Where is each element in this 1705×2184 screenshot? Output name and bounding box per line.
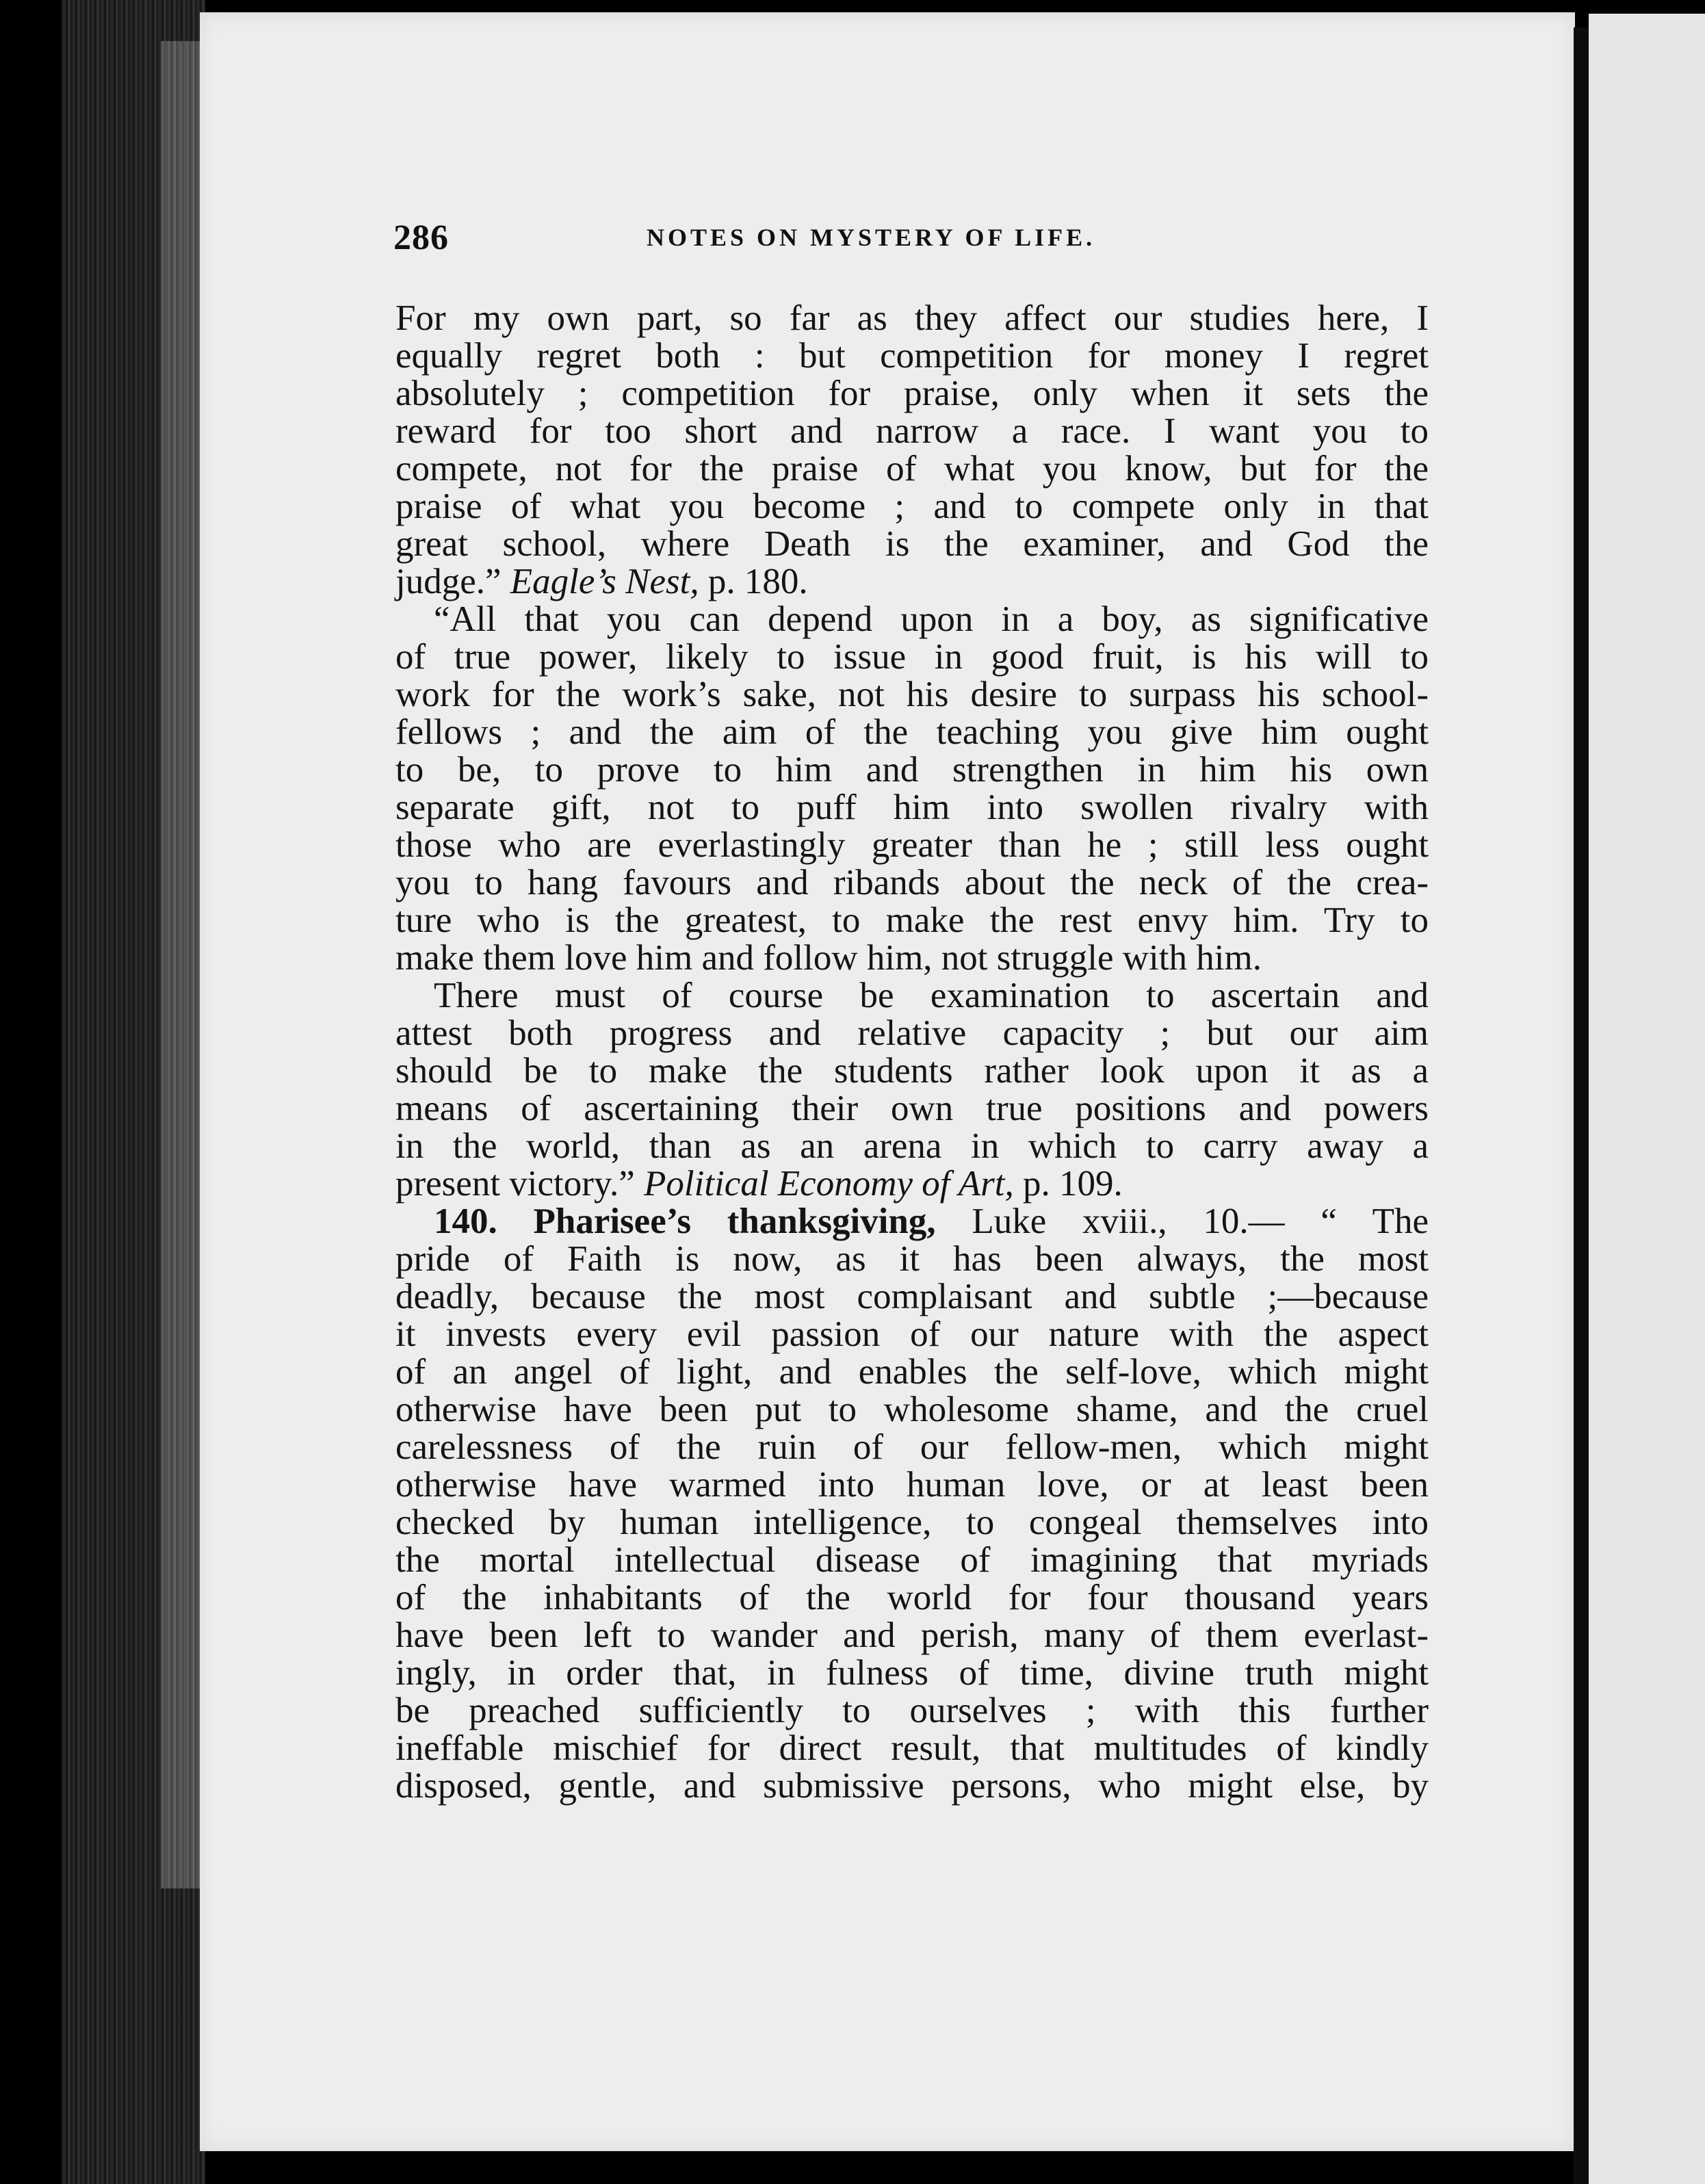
text-line bbox=[395, 789, 1429, 827]
text-line bbox=[395, 1617, 1429, 1654]
text-line bbox=[395, 1240, 1429, 1278]
text-line bbox=[395, 714, 1429, 751]
facing-page-edge bbox=[1589, 14, 1705, 2184]
text-line bbox=[395, 638, 1429, 676]
text-line-content: “All that you can depend upon in a boy, as significative bbox=[434, 599, 1429, 639]
text-line-content: For my own part, so far as they affect our studies here, I bbox=[395, 298, 1429, 338]
text-line-content: praise of what you become ; and to compete only in that bbox=[395, 486, 1429, 526]
text-line-content: the mortal intellectual disease of imagining that myriads bbox=[395, 1540, 1429, 1580]
text-line bbox=[395, 751, 1429, 789]
text-line-content: ineffable mischief for direct result, that multitudes of kindly bbox=[395, 1728, 1429, 1768]
running-title: NOTES ON MYSTERY OF LIFE. bbox=[647, 224, 1096, 251]
text-line bbox=[395, 1316, 1429, 1353]
text-line-content: There must of course be examination to ascertain and bbox=[434, 976, 1429, 1015]
text-line-content: absolutely ; competition for praise, only when it sets the bbox=[395, 374, 1429, 413]
citation-title: Political Economy of Art, bbox=[644, 1164, 1014, 1204]
text-line-content: it invests every evil passion of our nature with the aspect bbox=[395, 1314, 1429, 1354]
text-line bbox=[395, 1767, 1429, 1805]
text-line bbox=[395, 337, 1429, 375]
text-line bbox=[395, 1090, 1429, 1128]
text-line-content: of an angel of light, and enables the self-love, which might bbox=[395, 1352, 1429, 1392]
text-line-content: reward for too short and narrow a race. I want you to bbox=[395, 411, 1429, 451]
text-line-content: checked by human intelligence, to congeal themselves into bbox=[395, 1503, 1429, 1542]
text-line bbox=[395, 902, 1429, 939]
book-page-edges-highlight bbox=[161, 41, 202, 1888]
book-gutter bbox=[1574, 27, 1589, 2184]
text-line bbox=[395, 1052, 1429, 1090]
text-line-content: compete, not for the praise of what you know, but for the bbox=[395, 449, 1429, 489]
text-line-content: otherwise have been put to wholesome shame, and the cruel bbox=[395, 1390, 1429, 1429]
text-line-content: otherwise have warmed into human love, or at least been bbox=[395, 1465, 1429, 1505]
text-line bbox=[395, 1278, 1429, 1316]
text-line bbox=[395, 1542, 1429, 1579]
body-text bbox=[395, 300, 1429, 1805]
text-line-content: fellows ; and the aim of the teaching you give him ought bbox=[395, 712, 1429, 752]
text-line bbox=[395, 1654, 1429, 1692]
text-line-content: to be, to prove to him and strengthen in him his own bbox=[395, 750, 1429, 790]
text-line-content: attest both progress and relative capacity ; but our aim bbox=[395, 1013, 1429, 1053]
text-line bbox=[395, 413, 1429, 450]
text-line-content: Luke xviii., 10.— “ The bbox=[935, 1201, 1429, 1241]
text-line bbox=[395, 676, 1429, 714]
text-line bbox=[395, 563, 1429, 601]
text-line-content: you to hang favours and ribands about the neck of the crea- bbox=[395, 863, 1429, 902]
text-line bbox=[395, 1466, 1429, 1504]
citation-title: Eagle’s Nest, bbox=[510, 562, 699, 601]
text-line-content: in the world, than as an arena in which to carry away a bbox=[395, 1126, 1429, 1166]
text-line-content: pride of Faith is now, as it has been always, the most bbox=[395, 1239, 1429, 1279]
text-line-content: ture who is the greatest, to make the rest envy him. Try to bbox=[395, 900, 1429, 940]
page-number: 286 bbox=[393, 218, 449, 257]
text-line bbox=[395, 488, 1429, 525]
text-line bbox=[395, 939, 1429, 977]
text-line-content: have been left to wander and perish, many of them everlast- bbox=[395, 1615, 1429, 1655]
text-line-content: be preached sufficiently to ourselves ; with this further bbox=[395, 1691, 1429, 1730]
text-line bbox=[395, 1579, 1429, 1617]
text-line bbox=[395, 450, 1429, 488]
text-line bbox=[395, 1391, 1429, 1429]
citation-page: p. 180. bbox=[699, 562, 808, 601]
text-line bbox=[395, 1504, 1429, 1542]
text-line-content: those who are everlastingly greater than he ; still less ought bbox=[395, 825, 1429, 865]
text-line bbox=[395, 525, 1429, 563]
text-line bbox=[395, 300, 1429, 337]
text-line-content: work for the work’s sake, not his desire to surpass his school- bbox=[395, 675, 1429, 714]
running-head bbox=[393, 218, 1427, 259]
text-line-content: great school, where Death is the examiner, and God the bbox=[395, 524, 1429, 564]
text-line bbox=[395, 1429, 1429, 1466]
text-line-content: of the inhabitants of the world for four thousand years bbox=[395, 1578, 1429, 1617]
section-heading: 140. Pharisee’s thanksgiving, bbox=[434, 1201, 936, 1241]
text-line bbox=[395, 827, 1429, 864]
text-line-content: make them love him and follow him, not struggle with him. bbox=[395, 938, 1262, 978]
text-line-content: judge.” bbox=[395, 562, 502, 601]
text-line bbox=[395, 1128, 1429, 1165]
text-line-content: means of ascertaining their own true positions and powers bbox=[395, 1089, 1429, 1128]
text-line-content: should be to make the students rather look upon it as a bbox=[395, 1051, 1429, 1091]
text-line-content: of true power, likely to issue in good fruit, is his will to bbox=[395, 637, 1429, 677]
text-line bbox=[395, 1203, 1429, 1240]
citation-page: p. 109. bbox=[1013, 1164, 1123, 1204]
text-line bbox=[395, 864, 1429, 902]
text-line-content: ingly, in order that, in fulness of time, divine truth might bbox=[395, 1653, 1429, 1693]
text-line-content: deadly, because the most complaisant and subtle ;—because bbox=[395, 1277, 1429, 1316]
text-line bbox=[395, 1730, 1429, 1767]
text-line bbox=[395, 1353, 1429, 1391]
text-line bbox=[395, 375, 1429, 413]
text-line bbox=[395, 977, 1429, 1015]
text-line-content: equally regret both : but competition for money I regret bbox=[395, 336, 1429, 376]
text-line-content: present victory.” bbox=[395, 1164, 635, 1204]
text-line-content: separate gift, not to puff him into swollen rivalry with bbox=[395, 788, 1429, 827]
text-line bbox=[395, 1692, 1429, 1730]
text-line bbox=[395, 601, 1429, 638]
text-line bbox=[395, 1015, 1429, 1052]
text-line-content: carelessness of the ruin of our fellow-men, which might bbox=[395, 1427, 1429, 1467]
text-line bbox=[395, 1165, 1429, 1203]
text-line-content: disposed, gentle, and submissive persons, who might else, by bbox=[395, 1766, 1429, 1806]
